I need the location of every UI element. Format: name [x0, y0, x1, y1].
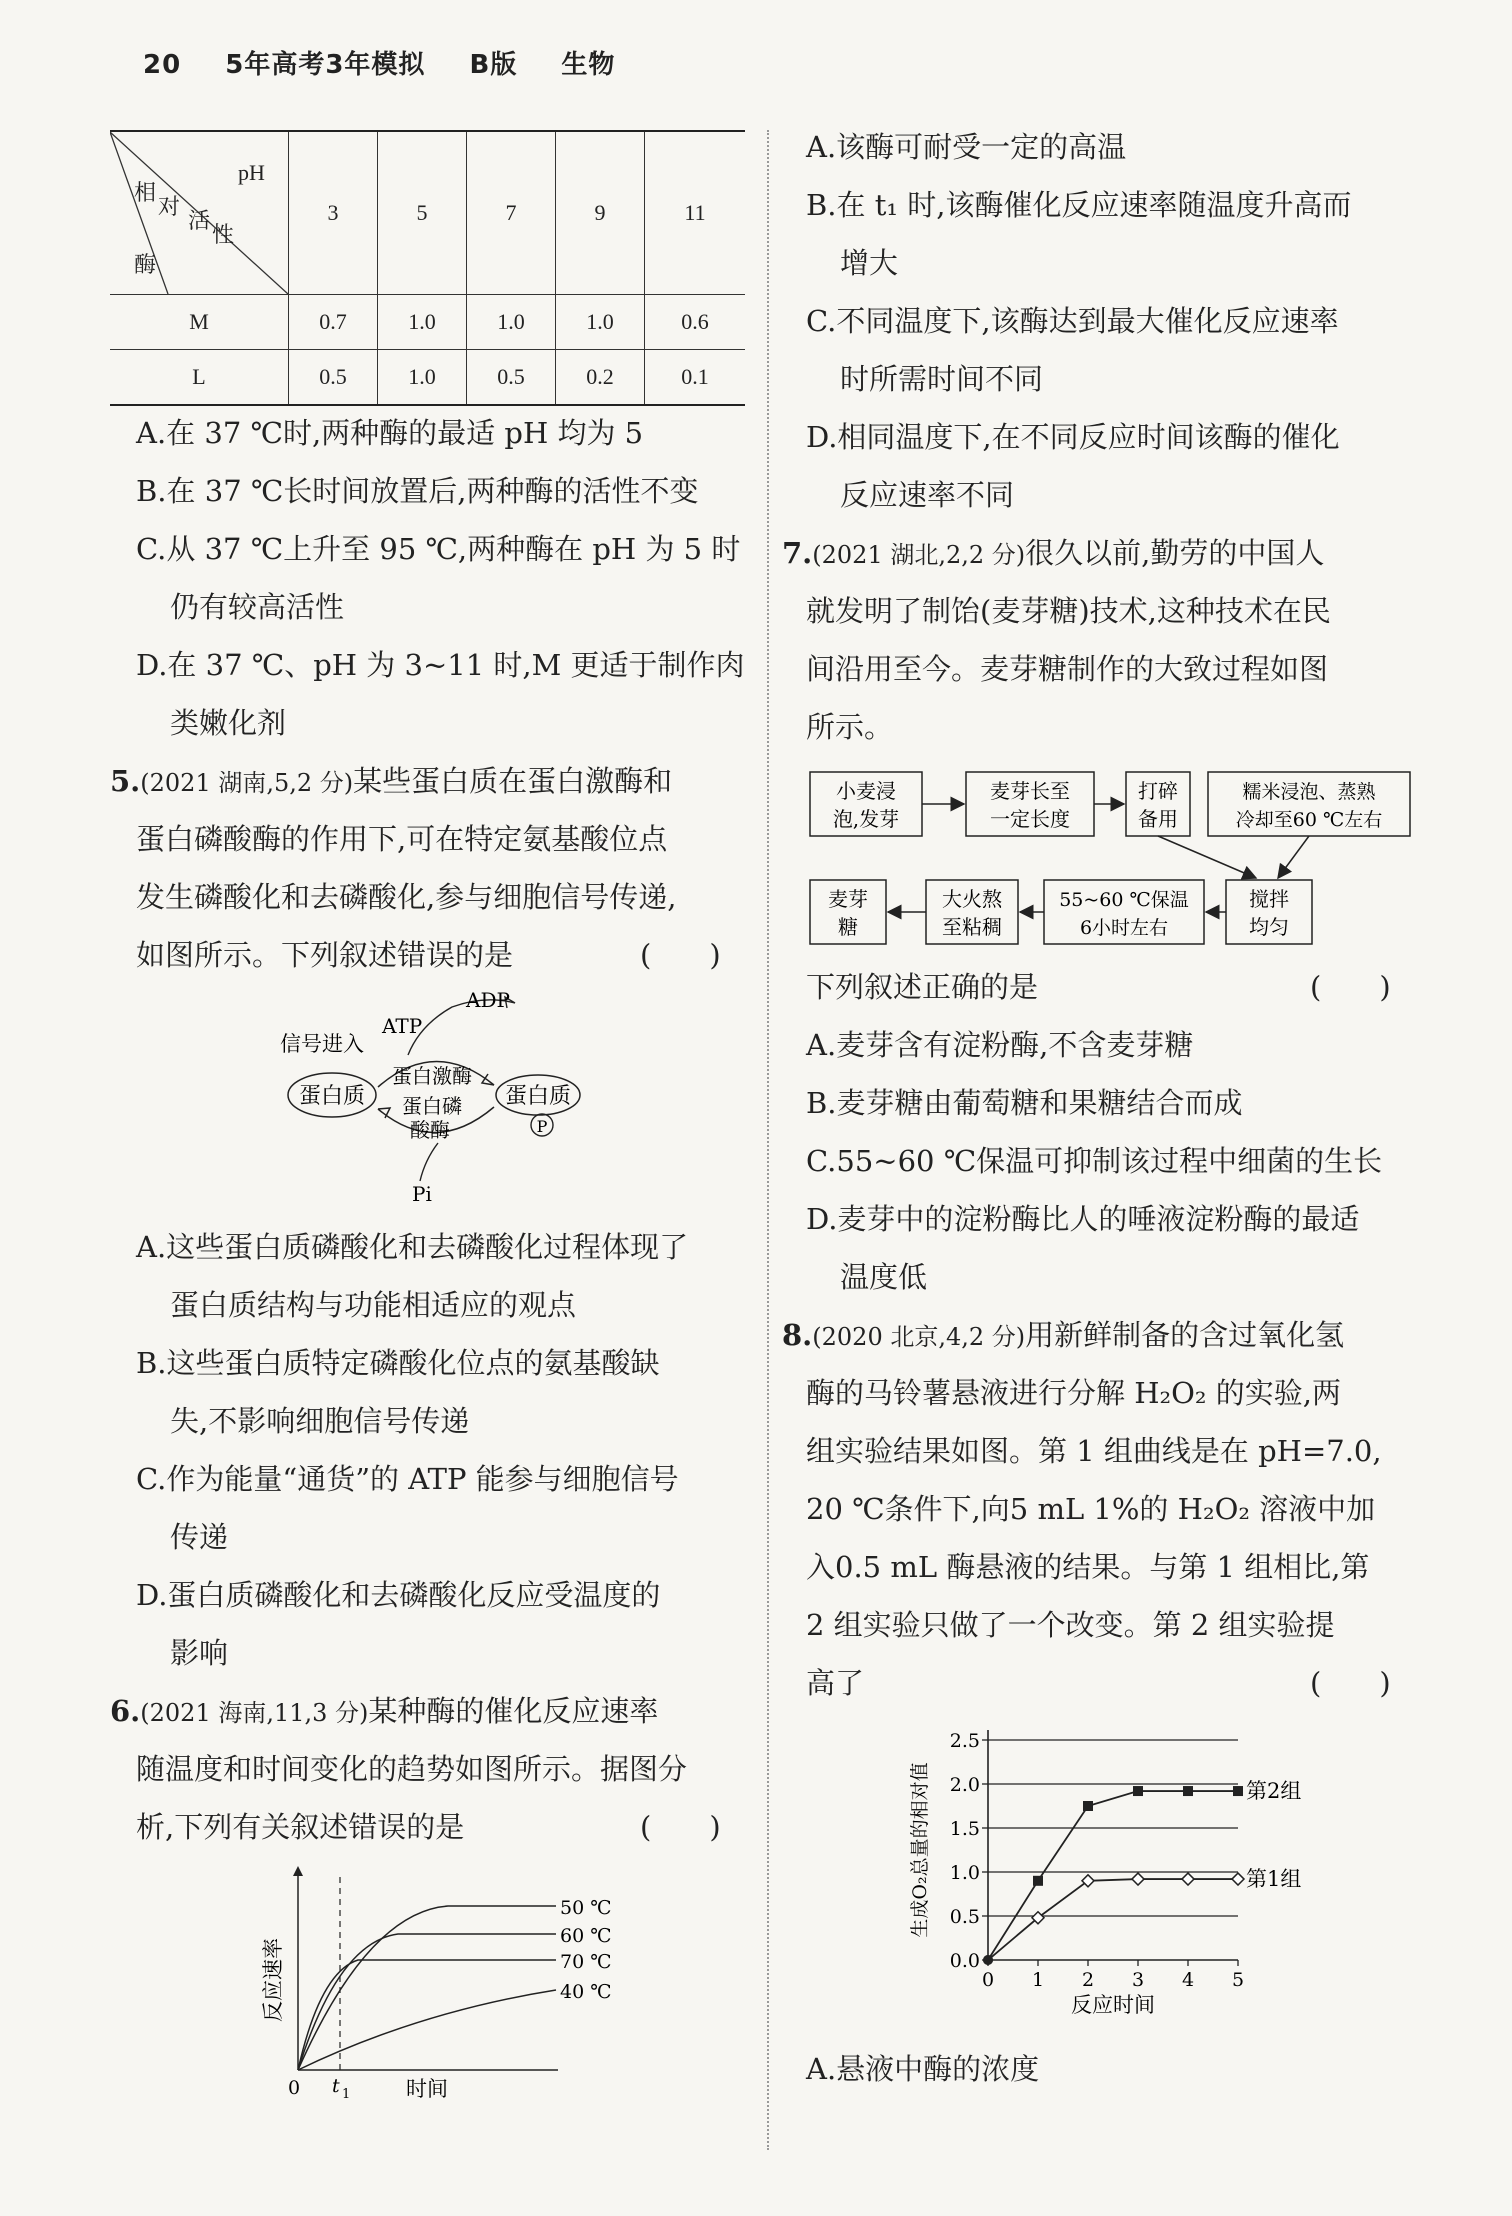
chart-y-axis-label: 生成O₂总量的相对值 — [909, 1762, 931, 1938]
flow-step5-line2: 均匀 — [1249, 915, 1289, 939]
q6-stem-line3: 析,下列有关叙述错误的是 — [136, 1810, 465, 1844]
q5-stem-line3: 发生磷酸化和去磷酸化,参与细胞信号传递, — [136, 880, 677, 914]
y-tick-label: 0.0 — [949, 1950, 980, 1972]
q7-stem-line3: 间沿用至今。麦芽糖制作的大致过程如图 — [806, 652, 1329, 686]
ph-header: 3 — [289, 131, 378, 295]
q8-stem-line1 — [782, 1306, 1344, 1366]
x-tick-label: 2 — [1081, 1969, 1095, 1991]
flow-arrow-4-5 — [1278, 836, 1309, 878]
q6-option-b[interactable]: B.在 t₁ 时,该酶催化反应速率随温度升高而 — [806, 188, 1352, 222]
q4-option-d-cont: 类嫩化剂 — [170, 706, 287, 740]
o2-production-chart — [888, 1718, 1368, 2018]
q6-option-d[interactable]: D.相同温度下,在不同反应时间该酶的催化 — [806, 420, 1340, 454]
q7-option-d[interactable]: D.麦芽中的淀粉酶比人的唾液淀粉酶的最适 — [806, 1202, 1360, 1236]
protein-right-label: 蛋白质 — [504, 1084, 572, 1109]
q5-option-c[interactable]: C.作为能量“通货”的 ATP 能参与细胞信号 — [136, 1462, 679, 1496]
curve-40c — [298, 1990, 556, 2070]
series-label: 第1组 — [1246, 1867, 1302, 1892]
y-tick-label: 2.0 — [949, 1774, 980, 1796]
data-point — [1183, 1786, 1193, 1796]
ph-header: 5 — [378, 131, 467, 295]
table-cell: 1.0 — [556, 295, 645, 350]
flow-step3-line1: 打碎 — [1138, 779, 1178, 803]
enzyme-activity-table — [110, 130, 745, 406]
curve-label-50c: 50 ℃ — [560, 1897, 612, 1919]
curve-label-70c: 70 ℃ — [560, 1951, 612, 1973]
corner-activity-4: 性 — [212, 222, 235, 247]
atp-label: ATP — [382, 1014, 423, 1038]
flow-step2-line2: 一定长度 — [990, 807, 1070, 831]
data-point — [1233, 1786, 1243, 1796]
q5-option-b-cont: 失,不影响细胞信号传递 — [170, 1404, 470, 1438]
q5-stem-line1 — [110, 752, 672, 812]
y-axis-arrow — [293, 1866, 303, 1876]
flow-step1-line1: 小麦浸 — [836, 779, 896, 803]
table-cell: 0.2 — [556, 350, 645, 406]
q8-stem-line6: 2 组实验只做了一个改变。第 2 组实验提 — [806, 1608, 1335, 1642]
x-tick-label: 4 — [1181, 1969, 1195, 1991]
table-cell: 0.7 — [289, 295, 378, 350]
series-title: 5年高考3年模拟 — [225, 50, 426, 80]
q6-stem-line2: 随温度和时间变化的趋势如图所示。据图分 — [136, 1752, 688, 1786]
chart-grid — [988, 1740, 1238, 1916]
q8-answer-paren[interactable]: ( ) — [1310, 1666, 1391, 1700]
q6-option-c-cont: 时所需时间不同 — [840, 362, 1044, 396]
table-cell: 1.0 — [467, 295, 556, 350]
t1-subscript: 1 — [342, 2087, 351, 2102]
q8-number: 8. — [782, 1318, 813, 1352]
q7-answer-paren[interactable]: ( ) — [1310, 970, 1391, 1004]
q7-source: (2021 湖北,2,2 分) — [812, 541, 1026, 569]
y-tick-label: 1.0 — [949, 1862, 980, 1884]
flow-step5-line1: 搅拌 — [1249, 887, 1289, 911]
q5-stem-line2: 蛋白磷酸酶的作用下,可在特定氨基酸位点 — [136, 822, 668, 856]
q5-option-c-cont: 传递 — [170, 1520, 229, 1554]
x-axis-label: 时间 — [406, 2077, 448, 2101]
signal-label: 信号进入 — [280, 1032, 364, 1056]
data-point — [1182, 1873, 1194, 1885]
flow-step7-line2: 至粘稠 — [942, 915, 1002, 939]
q6-option-b-cont: 增大 — [840, 246, 899, 280]
phosphatase-label-2: 酸酶 — [410, 1118, 450, 1142]
maltose-flowchart — [808, 766, 1414, 948]
x-tick-label: 5 — [1231, 1969, 1245, 1991]
data-point — [983, 1955, 993, 1965]
curve-label-40c: 40 ℃ — [560, 1981, 612, 2003]
kinase-label: 蛋白激酶 — [392, 1064, 472, 1088]
data-point — [1083, 1801, 1093, 1811]
corner-activity-1: 相 — [134, 180, 157, 205]
page-number: 20 — [143, 50, 182, 80]
q5-option-d[interactable]: D.蛋白质磷酸化和去磷酸化反应受温度的 — [136, 1578, 661, 1612]
q6-answer-paren[interactable]: ( ) — [640, 1810, 721, 1844]
pi-label: Pi — [412, 1182, 432, 1205]
ph-header: 9 — [556, 131, 645, 295]
q4-option-b[interactable]: B.在 37 ℃长时间放置后,两种酶的活性不变 — [136, 474, 699, 508]
y-tick-label: 1.5 — [949, 1818, 980, 1840]
enzyme-rate-chart — [258, 1862, 638, 2102]
subject: 生物 — [561, 50, 616, 80]
table-cell: 0.6 — [645, 295, 746, 350]
t1-label: t — [332, 2075, 340, 2097]
x-tick-label: 1 — [1031, 1969, 1045, 1991]
q6-stem-line1 — [110, 1682, 658, 1742]
q4-option-a[interactable]: A.在 37 ℃时,两种酶的最适 pH 均为 5 — [136, 416, 644, 450]
q6-option-d-cont: 反应速率不同 — [840, 478, 1015, 512]
curve-60c — [298, 1934, 556, 2070]
corner-activity-2: 对 — [158, 194, 181, 219]
q7-stem-line4: 所示。 — [806, 710, 894, 744]
table-cell: 0.1 — [645, 350, 746, 406]
flow-step1-line2: 泡,发芽 — [832, 807, 900, 831]
q8-stem-line3: 组实验结果如图。第 1 组曲线是在 pH=7.0, — [806, 1434, 1382, 1468]
q7-stem-line2: 就发明了制饴(麦芽糖)技术,这种技术在民 — [806, 594, 1331, 628]
y-tick-label: 0.5 — [949, 1906, 980, 1928]
ph-header: 11 — [645, 131, 746, 295]
curve-50c — [298, 1906, 556, 2070]
q4-option-d[interactable]: D.在 37 ℃、pH 为 3~11 时,M 更适于制作肉 — [136, 648, 745, 682]
curve-70c — [298, 1960, 556, 2070]
series-line-1 — [988, 1791, 1238, 1960]
q8-stem-line4: 20 ℃条件下,向5 mL 1%的 H₂O₂ 溶液中加 — [806, 1492, 1376, 1526]
phosphorylation-diagram — [270, 985, 610, 1205]
pi-release-line — [420, 1143, 438, 1181]
q5-number: 5. — [110, 764, 141, 798]
protein-left-label: 蛋白质 — [298, 1084, 366, 1109]
q5-text: 某些蛋白质在蛋白激酶和 — [353, 764, 673, 798]
table-cell: 1.0 — [378, 295, 467, 350]
q7-option-c[interactable]: C.55~60 ℃保温可抑制该过程中细菌的生长 — [806, 1144, 1383, 1178]
flow-step2-line1: 麦芽长至 — [990, 779, 1070, 803]
q7-number: 7. — [782, 536, 813, 570]
flow-step4-line2: 冷却至60 ℃左右 — [1235, 809, 1383, 831]
q8-option-a[interactable]: A.悬液中酶的浓度 — [806, 2052, 1040, 2086]
q8-stem-line2: 酶的马铃薯悬液进行分解 H₂O₂ 的实验,两 — [806, 1376, 1341, 1410]
data-point — [1033, 1876, 1043, 1886]
column-divider — [767, 130, 769, 2150]
flow-step8-line2: 糖 — [838, 915, 858, 939]
adp-label: ADP — [466, 988, 510, 1012]
ph-header: 7 — [467, 131, 556, 295]
flow-step8-line1: 麦芽 — [828, 887, 868, 911]
q5-option-d-cont: 影响 — [170, 1636, 229, 1670]
edition: B版 — [469, 50, 518, 80]
corner-enzyme-label: 酶 — [134, 252, 157, 277]
data-point — [1132, 1873, 1144, 1885]
q6-number: 6. — [110, 1694, 141, 1728]
q5-stem-line4: 如图所示。下列叙述错误的是 — [136, 938, 514, 972]
q6-source: (2021 海南,11,3 分) — [140, 1699, 369, 1727]
table-corner-cell — [110, 131, 289, 295]
q5-answer-paren[interactable]: ( ) — [640, 938, 721, 972]
flow-step6-line2: 6小时左右 — [1079, 917, 1169, 939]
flow-step4-line1: 糯米浸泡、蒸熟 — [1242, 781, 1376, 803]
flow-step3-line2: 备用 — [1138, 807, 1178, 831]
q8-text: 用新鲜制备的含过氧化氢 — [1025, 1318, 1345, 1352]
q5-source: (2021 湖南,5,2 分) — [140, 769, 354, 797]
x-tick-label: 3 — [1131, 1969, 1145, 1991]
q5-option-a[interactable]: A.这些蛋白质磷酸化和去磷酸化过程体现了 — [136, 1230, 689, 1264]
q7-option-a[interactable]: A.麦芽含有淀粉酶,不含麦芽糖 — [806, 1028, 1194, 1062]
q4-option-c-cont: 仍有较高活性 — [170, 590, 345, 624]
q8-stem-line5: 入0.5 mL 酶悬液的结果。与第 1 组相比,第 — [806, 1550, 1370, 1584]
q6-option-c[interactable]: C.不同温度下,该酶达到最大催化反应速率 — [806, 304, 1339, 338]
q6-text: 某种酶的催化反应速率 — [368, 1694, 659, 1728]
q6-option-a[interactable]: A.该酶可耐受一定的高温 — [806, 130, 1127, 164]
y-axis-label: 反应速率 — [261, 1938, 285, 2022]
series-label: 第2组 — [1246, 1779, 1302, 1804]
series-line-2 — [988, 1879, 1238, 1960]
table-cell: 0.5 — [289, 350, 378, 406]
y-tick-label: 2.5 — [949, 1730, 980, 1752]
table-cell: 0.5 — [467, 350, 556, 406]
q8-stem-line7: 高了 — [806, 1666, 865, 1700]
flow-arrow-3-5 — [1158, 836, 1256, 878]
q8-source: (2020 北京,4,2 分) — [812, 1323, 1026, 1351]
curve-label-60c: 60 ℃ — [560, 1925, 612, 1947]
flow-step6-line1: 55~60 ℃保温 — [1059, 889, 1189, 911]
corner-activity-3: 活 — [188, 208, 211, 233]
q7-stem-line1 — [782, 524, 1324, 584]
enzyme-name: M — [110, 295, 289, 350]
phosphate-label: P — [536, 1117, 548, 1136]
flow-step7-line1: 大火熬 — [942, 887, 1002, 911]
q7-question: 下列叙述正确的是 — [806, 970, 1039, 1004]
page-header — [143, 44, 649, 81]
table-cell: 1.0 — [378, 350, 467, 406]
q7-option-d-cont: 温度低 — [840, 1260, 928, 1294]
origin-label: 0 — [288, 2077, 301, 2099]
corner-ph-label: pH — [238, 160, 265, 185]
q5-option-a-cont: 蛋白质结构与功能相适应的观点 — [170, 1288, 577, 1322]
enzyme-name: L — [110, 350, 289, 406]
q4-option-c[interactable]: C.从 37 ℃上升至 95 ℃,两种酶在 pH 为 5 时 — [136, 532, 741, 566]
data-point — [1232, 1873, 1244, 1885]
data-point — [1133, 1786, 1143, 1796]
x-tick-label: 0 — [981, 1969, 995, 1991]
q7-option-b[interactable]: B.麦芽糖由葡萄糖和果糖结合而成 — [806, 1086, 1243, 1120]
q7-text: 很久以前,勤劳的中国人 — [1025, 536, 1325, 570]
q5-option-b[interactable]: B.这些蛋白质特定磷酸化位点的氨基酸缺 — [136, 1346, 660, 1380]
chart-axes — [988, 1730, 1238, 1960]
phosphatase-label-1: 蛋白磷 — [402, 1094, 462, 1118]
chart-x-axis-label: 反应时间 — [1071, 1993, 1155, 2017]
